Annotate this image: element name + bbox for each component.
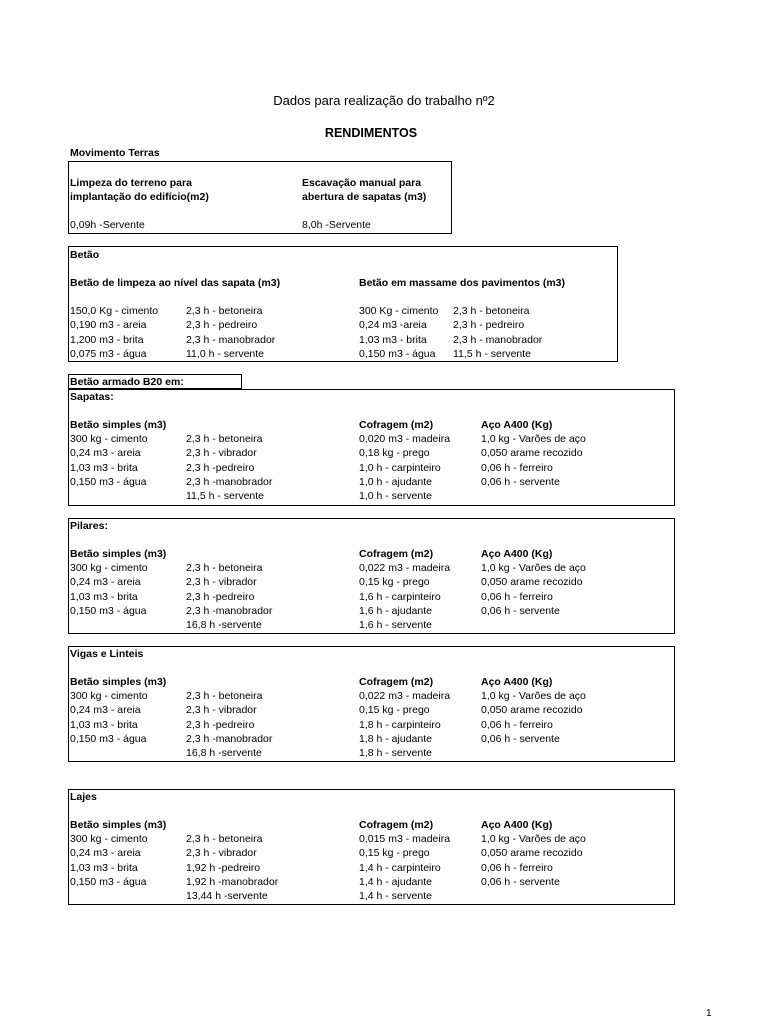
cofragem-item: 0,15 kg - prego — [359, 704, 430, 716]
section-heading: RENDIMENTOS — [324, 126, 418, 140]
cofragem-item: 0,015 m3 - madeira — [359, 833, 451, 845]
section-label: Sapatas: — [70, 391, 114, 403]
betao-right-heading: Betão em massame dos pavimentos (m3) — [359, 277, 565, 289]
labor-item: 2,3 h - betoneira — [186, 833, 263, 845]
betao-simples-heading: Betão simples (m3) — [70, 676, 167, 688]
material-item: 300 kg - cimento — [70, 690, 148, 702]
cofragem-heading: Cofragem (m2) — [359, 548, 434, 560]
cofragem-item: 1,6 h - carpinteiro — [359, 591, 441, 603]
betao-simples-heading: Betão simples (m3) — [70, 548, 167, 560]
cofragem-heading: Cofragem (m2) — [359, 819, 434, 831]
aco-item: 0,06 h - ferreiro — [481, 862, 553, 874]
material-item: 300 kg - cimento — [70, 833, 148, 845]
cofragem-item: 0,022 m3 - madeira — [359, 562, 451, 574]
labor-item: 16,8 h -servente — [186, 619, 262, 631]
cofragem-item: 1,4 h - servente — [359, 890, 432, 902]
betao-right-labor: 2,3 h - pedreiro — [453, 319, 525, 331]
cofragem-heading: Cofragem (m2) — [359, 419, 434, 431]
material-item: 0,24 m3 - areia — [70, 704, 141, 716]
betao-left-labor: 2,3 h - pedreiro — [186, 319, 258, 331]
movimento-col1-head-1: Limpeza do terreno para — [70, 177, 192, 189]
labor-item: 11,5 h - servente — [186, 490, 265, 502]
aco-item: 1,0 kg - Varões de aço — [481, 562, 586, 574]
labor-item: 1,92 h -manobrador — [186, 876, 279, 888]
labor-item: 2,3 h -manobrador — [186, 476, 273, 488]
aco-item: 0,06 h - ferreiro — [481, 719, 553, 731]
material-item: 1,03 m3 - brita — [70, 591, 138, 603]
labor-item: 2,3 h - vibrador — [186, 576, 257, 588]
cofragem-item: 1,6 h - servente — [359, 619, 432, 631]
labor-item: 2,3 h -pedreiro — [186, 591, 255, 603]
aco-item: 0,050 arame recozido — [481, 447, 583, 459]
betao-right-material: 0,150 m3 - água — [359, 348, 436, 360]
labor-item: 2,3 h -pedreiro — [186, 462, 255, 474]
labor-item: 2,3 h -pedreiro — [186, 719, 255, 731]
cofragem-heading: Cofragem (m2) — [359, 676, 434, 688]
cofragem-item: 0,022 m3 - madeira — [359, 690, 451, 702]
betao-right-labor: 2,3 h - betoneira — [453, 305, 530, 317]
cofragem-item: 1,8 h - ajudante — [359, 733, 432, 745]
betao-right-material: 1,03 m3 - brita — [359, 334, 427, 346]
movimento-col2-head-1: Escavação manual para — [302, 177, 422, 189]
labor-item: 13,44 h -servente — [186, 890, 268, 902]
movimento-col2-head-2: abertura de sapatas (m3) — [302, 191, 427, 203]
betao-left-labor: 2,3 h - betoneira — [186, 305, 263, 317]
aco-item: 1,0 kg - Varões de aço — [481, 833, 586, 845]
cofragem-item: 0,15 kg - prego — [359, 576, 430, 588]
cofragem-item: 1,6 h - ajudante — [359, 605, 432, 617]
cofragem-item: 1,8 h - carpinteiro — [359, 719, 441, 731]
labor-item: 2,3 h -manobrador — [186, 605, 273, 617]
cofragem-item: 1,4 h - carpinteiro — [359, 862, 441, 874]
betao-left-material: 0,075 m3 - água — [70, 348, 147, 360]
betao-left-material: 1,200 m3 - brita — [70, 334, 144, 346]
material-item: 300 kg - cimento — [70, 433, 148, 445]
material-item: 0,24 m3 - areia — [70, 576, 141, 588]
labor-item: 2,3 h - betoneira — [186, 433, 263, 445]
aco-heading: Aço A400 (Kg) — [481, 548, 553, 560]
material-item: 0,150 m3 - água — [70, 733, 147, 745]
labor-item: 2,3 h - vibrador — [186, 447, 257, 459]
aco-item: 1,0 kg - Varões de aço — [481, 690, 586, 702]
aco-item: 0,06 h - servente — [481, 605, 560, 617]
cofragem-item: 0,020 m3 - madeira — [359, 433, 451, 445]
labor-item: 16,8 h -servente — [186, 747, 262, 759]
cofragem-item: 1,0 h - servente — [359, 490, 432, 502]
betao-right-labor: 11,5 h - servente — [453, 348, 532, 360]
material-item: 1,03 m3 - brita — [70, 719, 138, 731]
aco-heading: Aço A400 (Kg) — [481, 676, 553, 688]
material-item: 0,24 m3 - areia — [70, 847, 141, 859]
betao-label: Betão — [70, 249, 100, 261]
aco-item: 0,06 h - servente — [481, 476, 560, 488]
labor-item: 2,3 h - vibrador — [186, 704, 257, 716]
aco-heading: Aço A400 (Kg) — [481, 819, 553, 831]
betao-left-labor: 2,3 h - manobrador — [186, 334, 276, 346]
labor-item: 2,3 h - betoneira — [186, 690, 263, 702]
cofragem-item: 1,0 h - carpinteiro — [359, 462, 441, 474]
material-item: 0,150 m3 - água — [70, 476, 147, 488]
aco-item: 0,050 arame recozido — [481, 847, 583, 859]
material-item: 0,150 m3 - água — [70, 605, 147, 617]
betao-left-heading: Betão de limpeza ao nível das sapata (m3) — [70, 277, 281, 289]
aco-item: 0,06 h - ferreiro — [481, 591, 553, 603]
betao-right-material: 0,24 m3 -areia — [359, 319, 427, 331]
labor-item: 2,3 h - vibrador — [186, 847, 257, 859]
labor-item: 1,92 h -pedreiro — [186, 862, 261, 874]
section-label: Vigas e Linteis — [70, 648, 144, 660]
cofragem-item: 1,4 h - ajudante — [359, 876, 432, 888]
page-number: 1 — [706, 1008, 712, 1019]
betao-right-labor: 2,3 h - manobrador — [453, 334, 543, 346]
material-item: 1,03 m3 - brita — [70, 862, 138, 874]
cofragem-item: 0,15 kg - prego — [359, 847, 430, 859]
labor-item: 2,3 h - betoneira — [186, 562, 263, 574]
betao-left-material: 150,0 Kg - cimento — [70, 305, 159, 317]
movimento-col2-value: 8,0h -Servente — [302, 219, 371, 231]
betao-right-material: 300 Kg - cimento — [359, 305, 439, 317]
betao-simples-heading: Betão simples (m3) — [70, 419, 167, 431]
cofragem-item: 0,18 kg - prego — [359, 447, 430, 459]
aco-item: 0,050 arame recozido — [481, 704, 583, 716]
labor-item: 2,3 h -manobrador — [186, 733, 273, 745]
aco-item: 0,06 h - servente — [481, 733, 560, 745]
cofragem-item: 1,0 h - ajudante — [359, 476, 432, 488]
cofragem-item: 1,8 h - servente — [359, 747, 432, 759]
material-item: 300 kg - cimento — [70, 562, 148, 574]
betao-left-labor: 11,0 h - servente — [186, 348, 265, 360]
betao-simples-heading: Betão simples (m3) — [70, 819, 167, 831]
betao-left-material: 0,190 m3 - areia — [70, 319, 147, 331]
aco-item: 0,06 h - servente — [481, 876, 560, 888]
aco-item: 1,0 kg - Varões de aço — [481, 433, 586, 445]
material-item: 0,24 m3 - areia — [70, 447, 141, 459]
aco-item: 0,050 arame recozido — [481, 576, 583, 588]
aco-heading: Aço A400 (Kg) — [481, 419, 553, 431]
material-item: 0,150 m3 - água — [70, 876, 147, 888]
aco-item: 0,06 h - ferreiro — [481, 462, 553, 474]
document-title: Dados para realização do trabalho nº2 — [273, 93, 495, 108]
movimento-label: Movimento Terras — [70, 147, 160, 159]
movimento-col1-head-2: implantação do edifício(m2) — [70, 191, 209, 203]
material-item: 1,03 m3 - brita — [70, 462, 138, 474]
movimento-col1-value: 0,09h -Servente — [70, 219, 145, 231]
section-label: Pilares: — [70, 520, 108, 532]
section-label: Lajes — [70, 791, 97, 803]
armado-label: Betão armado B20 em: — [70, 376, 184, 388]
